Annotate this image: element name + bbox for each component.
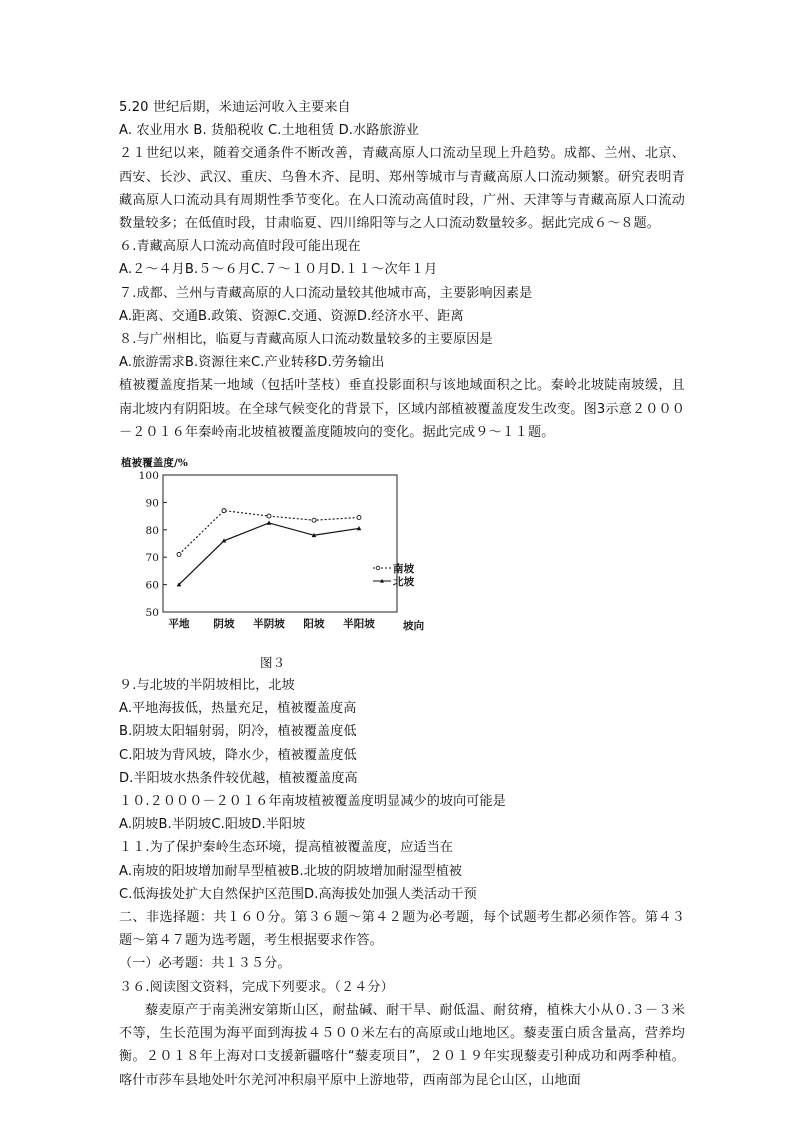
question-8-options: A.旅游需求B.资源往来C.产业转移D.劳务输出 — [119, 355, 385, 371]
question-9-option-d: D.半阳坡水热条件较优越，植被覆盖度高 — [119, 770, 358, 786]
question-6-options: A.２～４月B.５～６月C.７～１０月D.１１～次年１月 — [119, 262, 438, 278]
y-tick-label: 70 — [145, 552, 159, 565]
question-8: ８.与广州相比，临夏与青藏高原人口流动数量较多的主要原因是 — [119, 332, 493, 348]
question-5-options: A. 农业用水 B. 货船税收 C.土地租赁 D.水路旅游业 — [119, 123, 419, 139]
figure-3-chart — [119, 450, 439, 656]
data-point-north — [267, 521, 272, 525]
legend-label: 南坡 — [393, 563, 415, 576]
chart-svg — [119, 450, 439, 656]
plot-frame — [163, 475, 397, 612]
x-tick-label: 半阴坡 — [253, 618, 285, 631]
x-axis-label: 坡向 — [403, 620, 425, 633]
passage-population-flow: ２１世纪以来，随着交通条件不断改善，青藏高原人口流动呈现上升趋势。成都、兰州、北京、西安、长沙、武汉、重庆、乌鲁木齐、昆明、郑州等城市与青藏高原人口流动频繁。研究表明青藏高原人口流动具有周期性季节变化。在人口流动高值时段，广州、天津等与青藏高原人口流动数量较多；在低值时段，甘肃临夏、四川绵阳等与之人口流动数量较多。据此完成６～８题。 — [119, 146, 685, 232]
exam-page — [119, 96, 685, 1092]
question-11-options-ab: A.南坡的阳坡增加耐旱型植被B.北坡的阴坡增加耐湿型植被 — [119, 863, 463, 879]
question-10-options: A.阴坡B.半阴坡C.阳坡D.半阳坡 — [119, 817, 306, 833]
data-point-south — [267, 514, 271, 518]
question-7: ７.成都、兰州与青藏高原的人口流动量较其他城市高，主要影响因素是 — [119, 285, 533, 301]
question-11: １１.为了保护秦岭生态环境，提高植被覆盖度，应适当在 — [119, 840, 454, 856]
question-36: ３６.阅读图文资料，完成下列要求。（２４分） — [119, 979, 394, 995]
question-9: ９.与北坡的半阴坡相比，北坡 — [119, 678, 295, 694]
series-north-line — [179, 523, 359, 585]
question-9-option-c: C.阳坡为背风坡，降水少，植被覆盖度低 — [119, 747, 357, 763]
question-6: ６.青藏高原人口流动高值时段可能出现在 — [119, 239, 361, 255]
question-5: 5.20 世纪后期，米迪运河收入主要来自 — [119, 100, 351, 115]
y-tick-label: 90 — [145, 497, 159, 510]
y-tick-label: 50 — [145, 607, 159, 620]
question-11-options-cd: C.低海拔处扩大自然保护区范围D.高海拔处加强人类活动干预 — [119, 886, 477, 902]
question-7-options: A.距离、交通B.政策、资源C.交通、资源D.经济水平、距离 — [119, 308, 464, 324]
x-tick-label: 半阳坡 — [343, 618, 375, 631]
question-9-option-a: A.平地海拔低，热量充足，植被覆盖度高 — [119, 701, 357, 717]
x-tick-label: 阳坡 — [303, 618, 325, 631]
y-tick-label: 100 — [138, 470, 159, 483]
legend-marker-south — [376, 566, 380, 570]
question-9-option-b: B.阴坡太阳辐射弱，阴冷，植被覆盖度低 — [119, 724, 357, 740]
data-point-south — [177, 553, 181, 557]
data-point-south — [357, 516, 361, 520]
y-axis-label: 植被覆盖度/% — [121, 457, 189, 470]
y-tick-label: 80 — [145, 524, 159, 537]
x-tick-label: 阴坡 — [213, 618, 235, 631]
section-2-heading: 二、非选择题：共１６０分。第３６题～第４２题为必考题，每个试题考生都必须作答。第４３题～第４７题为选考题，考生根据要求作答。 — [119, 910, 685, 949]
y-tick-label: 60 — [145, 579, 159, 592]
figure-caption: 图３ — [260, 655, 286, 671]
data-point-south — [222, 509, 226, 513]
section-2-subheading: （一）必考题：共１３５分。 — [119, 956, 291, 972]
x-tick-label: 平地 — [168, 618, 190, 631]
question-10: １０.２０００－２０１６年南坡植被覆盖度明显减少的坡向可能是 — [119, 794, 506, 810]
legend-label: 北坡 — [393, 576, 415, 589]
question-36-passage: 藜麦原产于南美洲安第斯山区，耐盐碱、耐干旱、耐低温、耐贫瘠，植株大小从０.３－３米不等，生长范围为海平面到海拔４５００米左右的高原或山地地区。藜麦蛋白质含量高，营养均衡。２０１８年上海对口支援新疆喀什“藜麦项目”，２０１９年实现藜麦引种成功和两季种植。喀什市莎车县地处叶尔羌河冲积扇平原中上游地带，西南部为昆仑山区，山地面 — [119, 1002, 685, 1088]
data-point-south — [312, 518, 316, 522]
passage-vegetation: 植被覆盖度指某一地域（包括叶茎枝）垂直投影面积与该地域面积之比。秦岭北坡陡南坡缓，且南北坡内有阴阳坡。在全球气候变化的背景下，区域内部植被覆盖度发生改变。图3示意２０００－２０１６年秦岭南北坡植被覆盖度随坡向的变化。据此完成９～１１题。 — [119, 378, 685, 440]
